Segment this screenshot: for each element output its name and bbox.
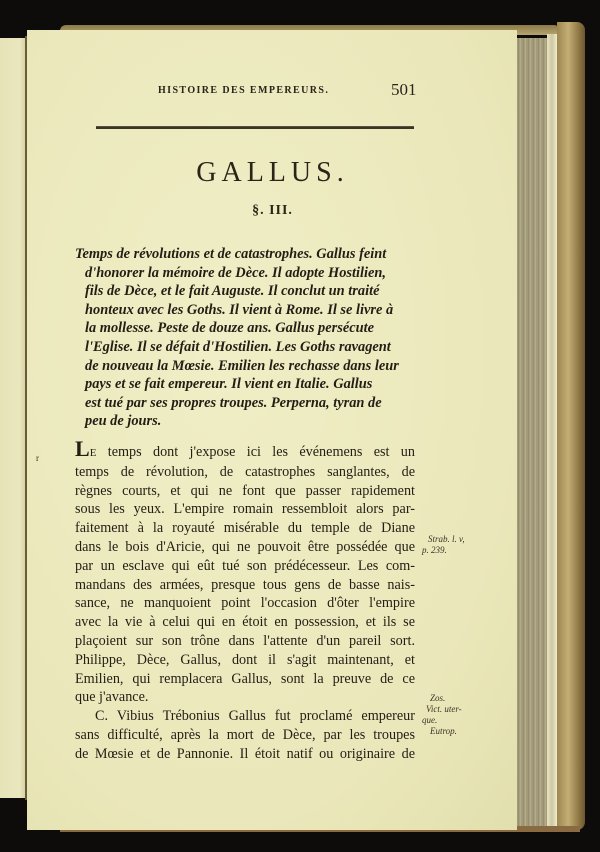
- summary-line: fils de Dèce, et le fait Auguste. Il conclut un traité: [85, 283, 380, 300]
- body-line: avec la vie à celui qui en étoit en possession, et ils se: [75, 614, 415, 631]
- summary-line: est tué par ses propres troupes. Perperna, tyran de: [85, 394, 382, 411]
- chapter-summary: [75, 245, 417, 431]
- body-line: plaçoient sur son trône dans l'attente d'un pareil sort.: [75, 632, 415, 649]
- summary-line: peu de jours.: [85, 413, 162, 430]
- margin-note-strabo: [422, 534, 465, 556]
- drop-cap: L: [75, 436, 90, 461]
- gutter-line: [25, 36, 27, 800]
- drop-cap-rest: E: [89, 447, 97, 459]
- summary-line: d'honorer la mémoire de Dèce. Il adopte Hostilien,: [85, 264, 386, 281]
- facing-page-edge: [0, 38, 28, 798]
- stray-mark: r: [36, 453, 39, 463]
- margin-note-line: Strab. l. v,: [428, 534, 465, 544]
- body-text: [75, 436, 415, 764]
- body-line: C. Vibius Trébonius Gallus fut proclamé empereur: [95, 708, 415, 725]
- body-first-line: [75, 436, 415, 463]
- body-line: sous les yeux. L'empire romain ressembloit alors par-: [75, 501, 415, 518]
- body-line: règnes courts, et qui ne font que passer rapidement: [75, 482, 415, 499]
- body-line: par un esclave qui eût tué son prédécesseur. Les com-: [75, 557, 415, 574]
- body-line: Emilien, qui remplacera Gallus, sont la preuve de ce: [75, 670, 415, 687]
- summary-line: la mollesse. Peste de douze ans. Gallus persécute: [85, 320, 374, 337]
- running-head: HISTOIRE DES EMPEREURS.: [158, 85, 330, 96]
- body-line: dans le bois d'Aricie, qui ne pouvoit être possédée que: [75, 538, 415, 555]
- body-line: Philippe, Dèce, Gallus, dont il s'agit maintenant, et: [75, 651, 415, 668]
- margin-note-zosimus: [422, 693, 462, 737]
- body-line: de Mœsie et de Pannonie. Il étoit natif ou originaire de: [75, 745, 415, 762]
- summary-line: Temps de révolutions et de catastrophes. Gallus feint: [75, 246, 387, 262]
- margin-note-line: que.: [422, 715, 438, 725]
- header-rule: [96, 126, 414, 129]
- book-cover-edge: [557, 22, 585, 830]
- body-line: sance, ne manquoient point l'occasion d'ôter l'empire: [75, 595, 415, 612]
- section-number: §. III.: [252, 203, 293, 218]
- body-line: sans difficulté, après la mort de Dèce, par les troupes: [75, 726, 415, 743]
- margin-note-line: Vict. uter-: [426, 704, 462, 714]
- summary-line: honteux avec les Goths. Il vient à Rome. Il se livre à: [85, 301, 394, 318]
- body-line: mandans des armées, presque tous gens de basse nais-: [75, 576, 415, 593]
- page-block-edge-light: [547, 34, 557, 828]
- page-number: 501: [391, 80, 417, 99]
- summary-line: l'Eglise. Il se défait d'Hostilien. Les Goths ravagent: [85, 338, 391, 355]
- summary-line: pays et se fait empereur. Il vient en Italie. Gallus: [85, 376, 373, 393]
- margin-note-line: p. 239.: [422, 545, 447, 555]
- body-line: que j'avance.: [75, 689, 149, 706]
- margin-note-line: Eutrop.: [430, 726, 457, 736]
- body-line: temps de révolution, de catastrophes sanglantes, de: [75, 463, 415, 480]
- summary-line: de nouveau la Mœsie. Emilien les rechasse dans leur: [85, 357, 399, 374]
- chapter-title: GALLUS.: [196, 157, 349, 188]
- first-line-text: temps dont j'expose ici les événemens est un: [96, 444, 415, 460]
- margin-note-line: Zos.: [430, 693, 446, 703]
- body-line: faitement à la royauté misérable du temple de Diane: [75, 520, 415, 537]
